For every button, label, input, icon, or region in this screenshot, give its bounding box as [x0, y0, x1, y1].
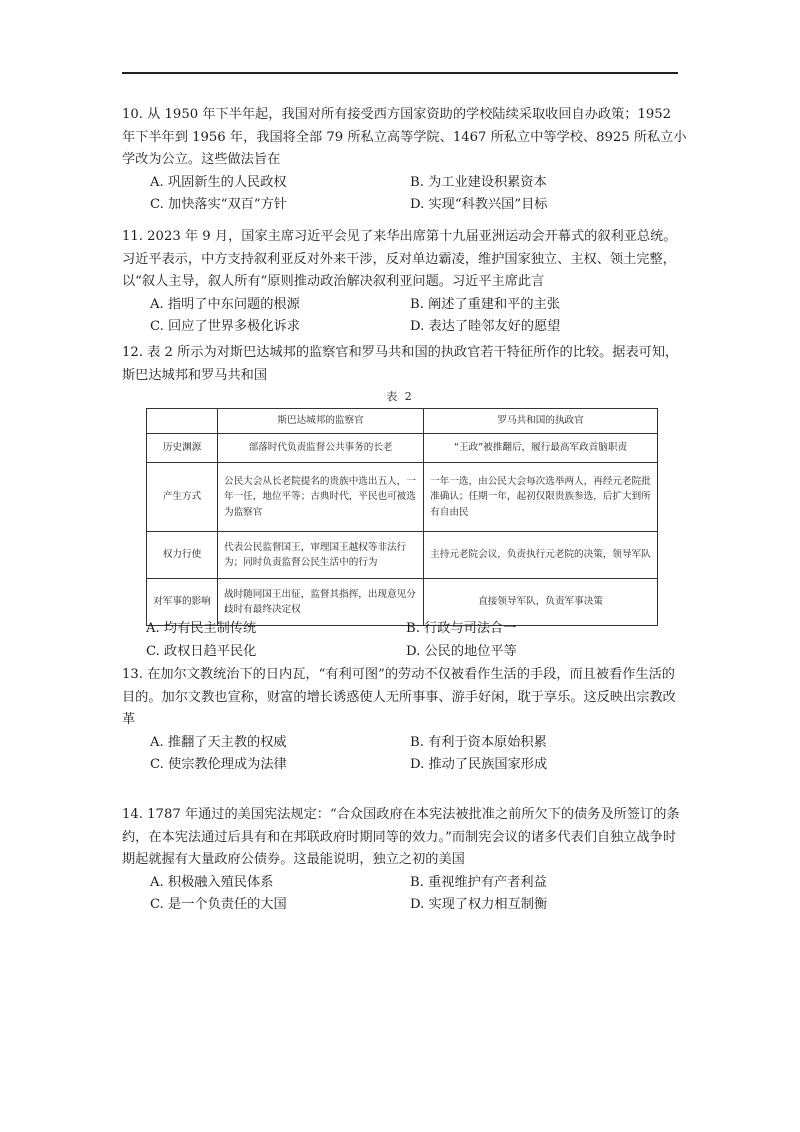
- options: [146, 618, 688, 663]
- option-b[interactable]: B. 阐述了重建和平的主张: [410, 296, 560, 312]
- option-b[interactable]: B. 重视维护有产者利益: [410, 874, 547, 890]
- option-d[interactable]: D. 表达了睦邻友好的愿望: [410, 319, 561, 335]
- options: [150, 172, 688, 217]
- table-row-header: 权力行使: [147, 532, 218, 579]
- question-13: [122, 664, 688, 777]
- table-header-cell: 斯巴达城邦的监察官: [218, 409, 424, 434]
- option-b[interactable]: B. 为工业建设积累资本: [410, 174, 547, 190]
- option-a[interactable]: A. 推翻了天主教的权威: [150, 734, 287, 750]
- option-a[interactable]: A. 均有民主制传统: [146, 621, 257, 636]
- option-a[interactable]: A. 巩固新生的人民政权: [150, 174, 287, 190]
- question-stem: 12. 表 2 所示为对斯巴达城邦的监察官和罗马共和国的执政官若干特征所作的比较。据表可知，斯巴达城邦和罗马共和国: [122, 345, 679, 383]
- question-12-options: [122, 618, 688, 663]
- option-b[interactable]: B. 行政与司法合一: [406, 621, 517, 636]
- options: [150, 294, 688, 339]
- option-a[interactable]: A. 积极融入殖民体系: [150, 874, 274, 890]
- table-row-header: 历史渊源: [147, 434, 218, 463]
- question-14: [122, 804, 688, 917]
- table-cell: “王政”被推翻后，履行最高军政首脑职责: [424, 434, 658, 463]
- option-c[interactable]: C. 加快落实“双百”方针: [150, 197, 287, 213]
- question-11: [122, 226, 688, 339]
- option-d[interactable]: D. 实现“科教兴国”目标: [410, 197, 548, 213]
- table-cell: 直接领导军队，负责军事决策: [424, 579, 658, 626]
- option-c[interactable]: C. 回应了世界多极化诉求: [150, 319, 300, 335]
- table-row-header: 产生方式: [147, 463, 218, 532]
- top-rule: [122, 72, 678, 74]
- option-c[interactable]: C. 政权日趋平民化: [146, 643, 257, 659]
- option-d[interactable]: D. 公民的地位平等: [406, 643, 517, 659]
- option-d[interactable]: D. 推动了民族国家形成: [410, 757, 548, 773]
- question-stem: 13. 在加尔文教统治下的日内瓦，“有利可图”的劳动不仅被看作生活的手段，而且被看作生活的目的。加尔文教也宣称，财富的增长诱惑使人无所事事、游手好闲，耽于享乐。这反映出宗教改革: [122, 667, 676, 728]
- option-b[interactable]: B. 有利于资本原始积累: [410, 734, 547, 750]
- table-row: [147, 463, 658, 532]
- option-a[interactable]: A. 指明了中东问题的根源: [150, 296, 300, 312]
- table-row: [147, 532, 658, 579]
- table-header-cell: 罗马共和国的执政官: [424, 409, 658, 434]
- table-cell: 一年一选，由公民大会每次选举两人，再经元老院批准确认；任期一年，起初仅限贵族参选，后扩大到所有自由民: [424, 463, 658, 532]
- table-cell: 主持元老院会议，负责执行元老院的决策，领导军队: [424, 532, 658, 579]
- question-10: [122, 104, 688, 217]
- table-cell: 战时随同国王出征，监督其指挥，出现意见分歧时有最终决定权: [218, 579, 424, 626]
- question-stem: 10. 从 1950 年下半年起，我国对所有接受西方国家资助的学校陆续采取收回自办政策；1952 年下半年到 1956 年，我国将全部 79 所私立高等学院、1467 所私立中等学校、8925 所私立小学改为公立。这些做法旨在: [122, 107, 687, 168]
- option-c[interactable]: C. 是一个负责任的大国: [150, 897, 287, 913]
- question-stem: 14. 1787 年通过的美国宪法规定：“合众国政府在本宪法被批准之前所欠下的债务及所签订的条约，在本宪法通过后具有和在邦联政府时期同等的效力。”而制宪会议的诸多代表们自独立战争时期起就握有大量政府公债券。这最能说明，独立之初的美国: [122, 807, 680, 868]
- table-row-header: 对军事的影响: [147, 579, 218, 626]
- table-row: [147, 434, 658, 463]
- question-12: [122, 342, 688, 387]
- table-header-row: [147, 409, 658, 434]
- options: [150, 732, 688, 777]
- table-cell: 部落时代负责监督公共事务的长老: [218, 434, 424, 463]
- table-header-cell: [147, 409, 218, 434]
- table-cell: 代表公民监督国王，审理国王越权等非法行为；同时负责监督公民生活中的行为: [218, 532, 424, 579]
- option-c[interactable]: C. 使宗教伦理成为法律: [150, 757, 287, 773]
- options: [150, 872, 688, 917]
- comparison-table: [146, 408, 658, 626]
- question-stem: 11. 2023 年 9 月，国家主席习近平会见了来华出席第十九届亚洲运动会开幕式的叙利亚总统。习近平表示，中方支持叙利亚反对外来干涉，反对单边霸凌，维护国家独立、主权、领土完整，以“叙人主导，叙人所有”原则推动政治解决叙利亚问题。习近平主席此言: [122, 229, 677, 290]
- option-d[interactable]: D. 实现了权力相互制衡: [410, 897, 548, 913]
- table-caption: 表 2: [386, 390, 414, 403]
- table-cell: 公民大会从长老院提名的贵族中选出五人，一年一任，地位平等；古典时代，平民也可被选为监察官: [218, 463, 424, 532]
